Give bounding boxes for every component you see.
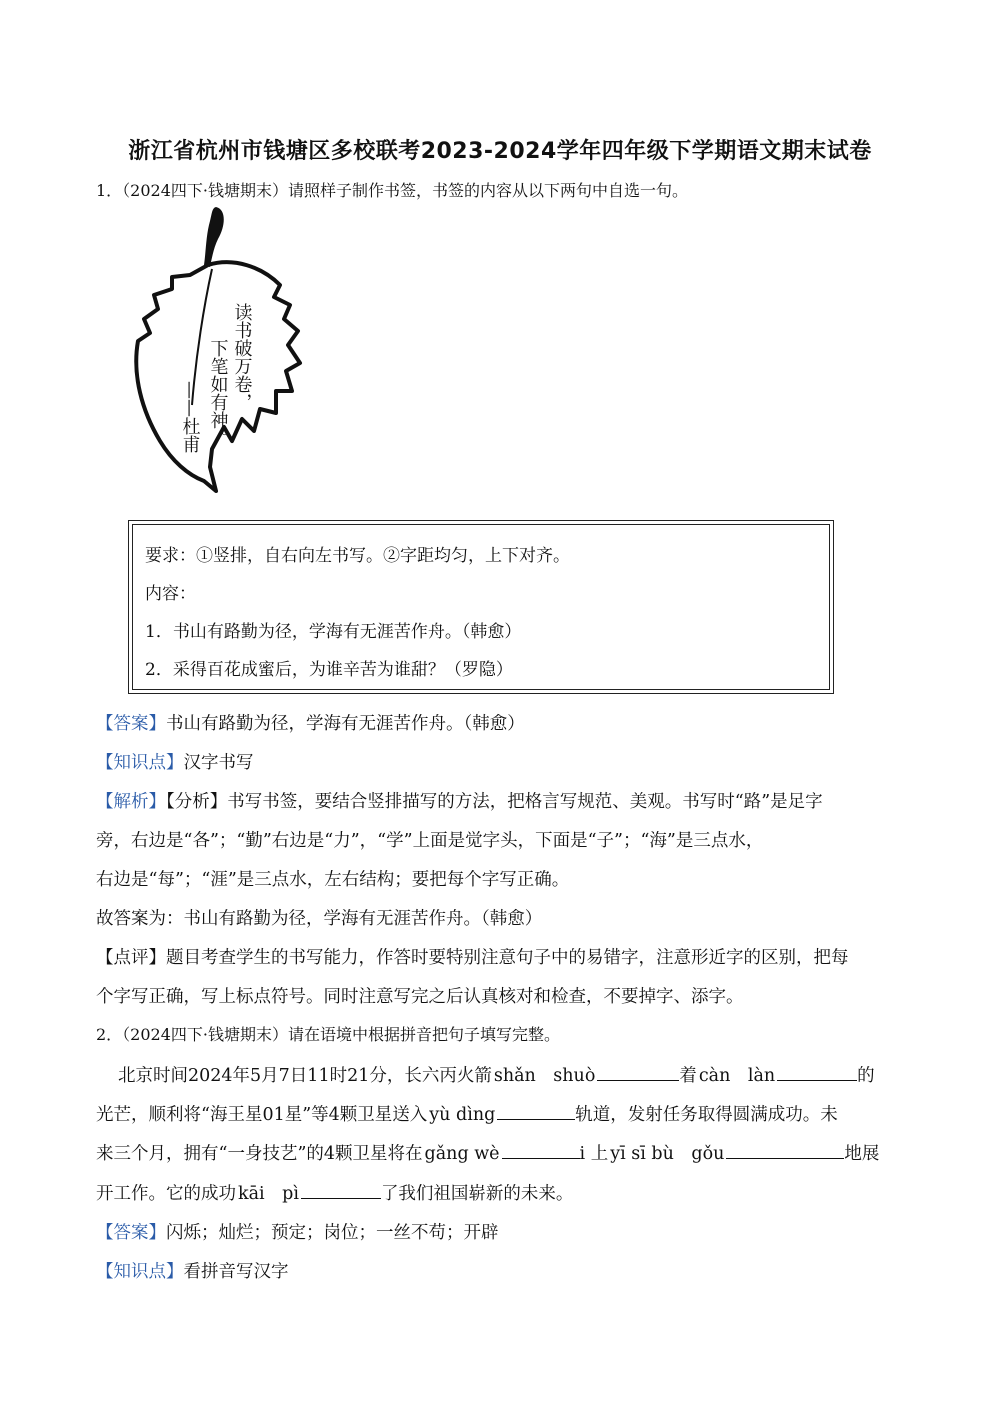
q1-answer — [96, 710, 525, 735]
passage-text: i 上 — [579, 1144, 609, 1164]
analysis-text-1: 【分析】书写书签，要结合竖排描写的方法，把格言写规范、美观。书写时“路”是足字 — [166, 792, 823, 812]
answer-blank-3[interactable] — [497, 1102, 575, 1120]
passage-text: 轨道，发射任务取得圆满成功。未 — [575, 1105, 838, 1125]
pinyin-1: shǎn shuò — [493, 1066, 596, 1086]
answer-tag: 【答案】 — [96, 1223, 166, 1243]
content-item-2: 2．采得百花成蜜后，为谁辛苦为谁甜？（罗隐） — [145, 660, 513, 680]
q1-comment-line-2: 个字写正确，写上标点符号。同时注意写完之后认真核对和检查，不要掉字、添字。 — [96, 987, 744, 1007]
passage-text: 开工作。它的成功 — [96, 1184, 236, 1204]
passage-text: 地展 — [844, 1144, 880, 1164]
pinyin-3: yù dìng — [429, 1105, 496, 1125]
q2-passage-line-3 — [96, 1140, 879, 1165]
leaf-column-2: 下笔如有神。 — [207, 339, 229, 447]
knowledge-text: 看拼音写汉字 — [183, 1262, 289, 1282]
leaf-column-1: 读书破万卷， — [231, 303, 253, 411]
question-2-stem: 2．（2024四下·钱塘期末）请在语境中根据拼音把句子填写完整。 — [96, 1025, 560, 1044]
pinyin-4: gǎng wè — [424, 1144, 500, 1164]
answer-text: 书山有路勤为径，学海有无涯苦作舟。（韩愈） — [166, 714, 525, 734]
content-item-1: 1．书山有路勤为径，学海有无涯苦作舟。（韩愈） — [145, 622, 522, 642]
question-1-stem: 1．（2024四下·钱塘期末）请照样子制作书签，书签的内容从以下两句中自选一句。 — [96, 181, 688, 200]
q1-final-answer: 故答案为：书山有路勤为径，学海有无涯苦作舟。（韩愈） — [96, 909, 543, 929]
q2-passage-line-1 — [118, 1062, 875, 1087]
q2-passage-line-4 — [96, 1180, 573, 1205]
knowledge-tag: 【知识点】 — [96, 753, 184, 773]
passage-text: 的 — [857, 1066, 875, 1086]
answer-tag: 【答案】 — [96, 714, 166, 734]
knowledge-tag: 【知识点】 — [96, 1262, 184, 1282]
requirement-text: 要求：①竖排，自右向左书写。②字距均匀，上下对齐。 — [145, 546, 570, 566]
passage-text: 光芒，顺利将“海王星01星”等4颗卫星送入 — [96, 1105, 428, 1125]
knowledge-text: 汉字书写 — [183, 753, 254, 773]
answer-blank-6[interactable] — [301, 1181, 381, 1199]
pinyin-2: càn làn — [698, 1066, 776, 1086]
content-label: 内容： — [145, 584, 196, 604]
passage-text: 来三个月，拥有“一身技艺”的4颗卫星将在 — [96, 1144, 423, 1164]
leaf-column-3: ——杜甫 — [179, 381, 201, 453]
requirements-box — [128, 520, 834, 694]
q1-knowledge — [96, 749, 254, 774]
leaf-bookmark-image — [130, 205, 310, 497]
analysis-tag: 【解析】 — [96, 792, 166, 812]
leaf-stem — [204, 207, 224, 267]
pinyin-6: kāi pì — [238, 1184, 299, 1204]
passage-text: 着 — [679, 1066, 697, 1086]
answer-blank-2[interactable] — [777, 1063, 857, 1081]
requirements-box-inner — [132, 524, 830, 690]
q2-passage-line-2 — [96, 1101, 838, 1126]
q1-analysis-line-1 — [96, 788, 823, 813]
passage-text: 了我们祖国崭新的未来。 — [380, 1184, 574, 1204]
q2-answer — [96, 1219, 499, 1244]
q1-analysis-line-2: 旁，右边是“各”；“勤”右边是“力”，“学”上面是觉字头，下面是“子”；“海”是三点水， — [96, 831, 764, 851]
answer-blank-5[interactable] — [726, 1141, 844, 1159]
answer-blank-4[interactable] — [502, 1141, 580, 1159]
answer-blank-1[interactable] — [597, 1063, 679, 1081]
pinyin-5: yī sī bù gǒu — [610, 1144, 725, 1164]
passage-text: 北京时间2024年5月7日11时21分，长六丙火箭 — [118, 1066, 492, 1086]
q2-knowledge — [96, 1258, 289, 1283]
q1-comment-line-1: 【点评】题目考查学生的书写能力，作答时要特别注意句子中的易错字，注意形近字的区别，把每 — [96, 948, 849, 968]
page-title: 浙江省杭州市钱塘区多校联考2023-2024学年四年级下学期语文期末试卷 — [128, 139, 872, 164]
answer-text: 闪烁；灿烂；预定；岗位；一丝不苟；开辟 — [166, 1223, 499, 1243]
q1-analysis-line-3: 右边是“每”；“涯”是三点水，左右结构；要把每个字写正确。 — [96, 870, 570, 890]
